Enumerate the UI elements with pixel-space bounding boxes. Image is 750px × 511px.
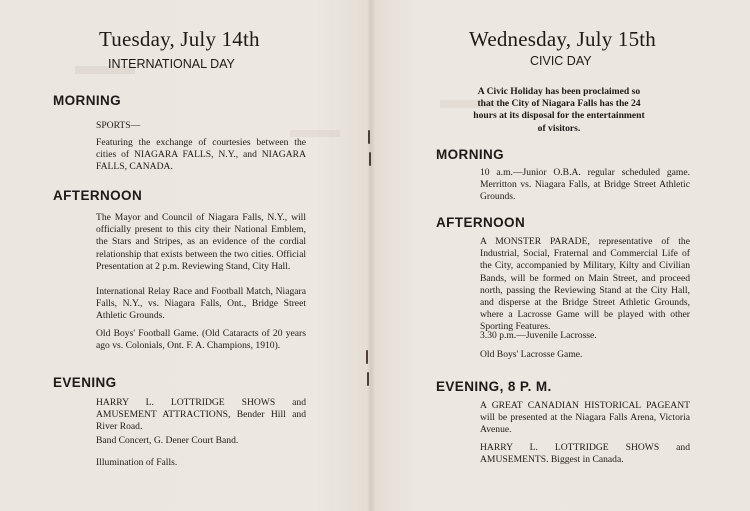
right-evening-pageant: A GREAT CANADIAN HISTORICAL PAGEANT will be presented at the Niagara Falls Arena, Victoria Avenue. [480, 400, 690, 436]
right-day-subtitle: CIVIC DAY [530, 54, 592, 68]
right-evening-heading: EVENING, 8 P. M. [436, 379, 552, 394]
left-afternoon-relay: International Relay Race and Football Match, Niagara Falls, N.Y., vs. Niagara Falls, Ont., Bridge Street Athletic Grounds. [96, 286, 306, 322]
left-afternoon-heading: AFTERNOON [53, 188, 143, 203]
right-afternoon-oldboys: Old Boys' Lacrosse Game. [480, 349, 583, 360]
left-evening-heading: EVENING [53, 375, 117, 390]
right-afternoon-heading: AFTERNOON [436, 215, 526, 230]
right-afternoon-juvenile: 3.30 p.m.—Juvenile Lacrosse. [480, 330, 597, 341]
left-day-title: Tuesday, July 14th [99, 27, 260, 51]
left-morning-heading: MORNING [53, 93, 122, 108]
right-day-title: Wednesday, July 15th [469, 27, 657, 51]
left-afternoon-football: Old Boys' Football Game. (Old Cataracts of 20 years ago vs. Colonials, Ont. F. A. Champions, 1910). [96, 328, 306, 352]
right-evening-shows: HARRY L. LOTTRIDGE SHOWS and AMUSEMENTS. Biggest in Canada. [480, 442, 690, 466]
right-afternoon-parade: A MONSTER PARADE, representative of the Industrial, Social, Fraternal and Commercial Life of the City, accompanied by Military, Kilty and Civilian Bands, will be formed on Main Street, and proceed north, passing the Reviewing Stand at the City Hall, and disperse at the Bridge Street Athletic Grounds, where a Lacrosse Game will be played with other Sporting Features. [480, 236, 690, 333]
left-evening-shows: HARRY L. LOTTRIDGE SHOWS and AMUSEMENT ATTRACTIONS, Bender Hill and River Road. [96, 397, 306, 433]
left-day-subtitle: INTERNATIONAL DAY [108, 57, 235, 71]
left-morning-sports: SPORTS— [96, 120, 141, 131]
left-evening-illumination: Illumination of Falls. [96, 457, 178, 468]
page-gutter [367, 0, 375, 511]
right-morning-game: 10 a.m.—Junior O.B.A. regular scheduled game. Merritton vs. Niagara Falls, at Bridge Street Athletic Grounds. [480, 167, 690, 203]
right-morning-heading: MORNING [436, 147, 505, 162]
left-morning-exchange: Featuring the exchange of courtesies between the cities of NIAGARA FALLS, N.Y., and NIAGARA FALLS, CANADA. [96, 137, 306, 173]
binding-staple [366, 350, 368, 364]
binding-staple [369, 152, 371, 166]
binding-staple [367, 372, 369, 386]
left-evening-band: Band Concert, G. Dener Court Band. [96, 435, 239, 446]
binding-staple [368, 130, 370, 144]
right-intro: A Civic Holiday has been proclaimed so that the City of Niagara Falls has the 24 hours at its disposal for the entertainment of visitors. [473, 86, 645, 134]
left-afternoon-presentation: The Mayor and Council of Niagara Falls, N.Y., will officially present to this city their National Emblem, the Stars and Stripes, as an evidence of the cordial relationship that exists between the two cities. Official Presentation at 2 p.m. Reviewing Stand, City Hall. [96, 212, 306, 272]
